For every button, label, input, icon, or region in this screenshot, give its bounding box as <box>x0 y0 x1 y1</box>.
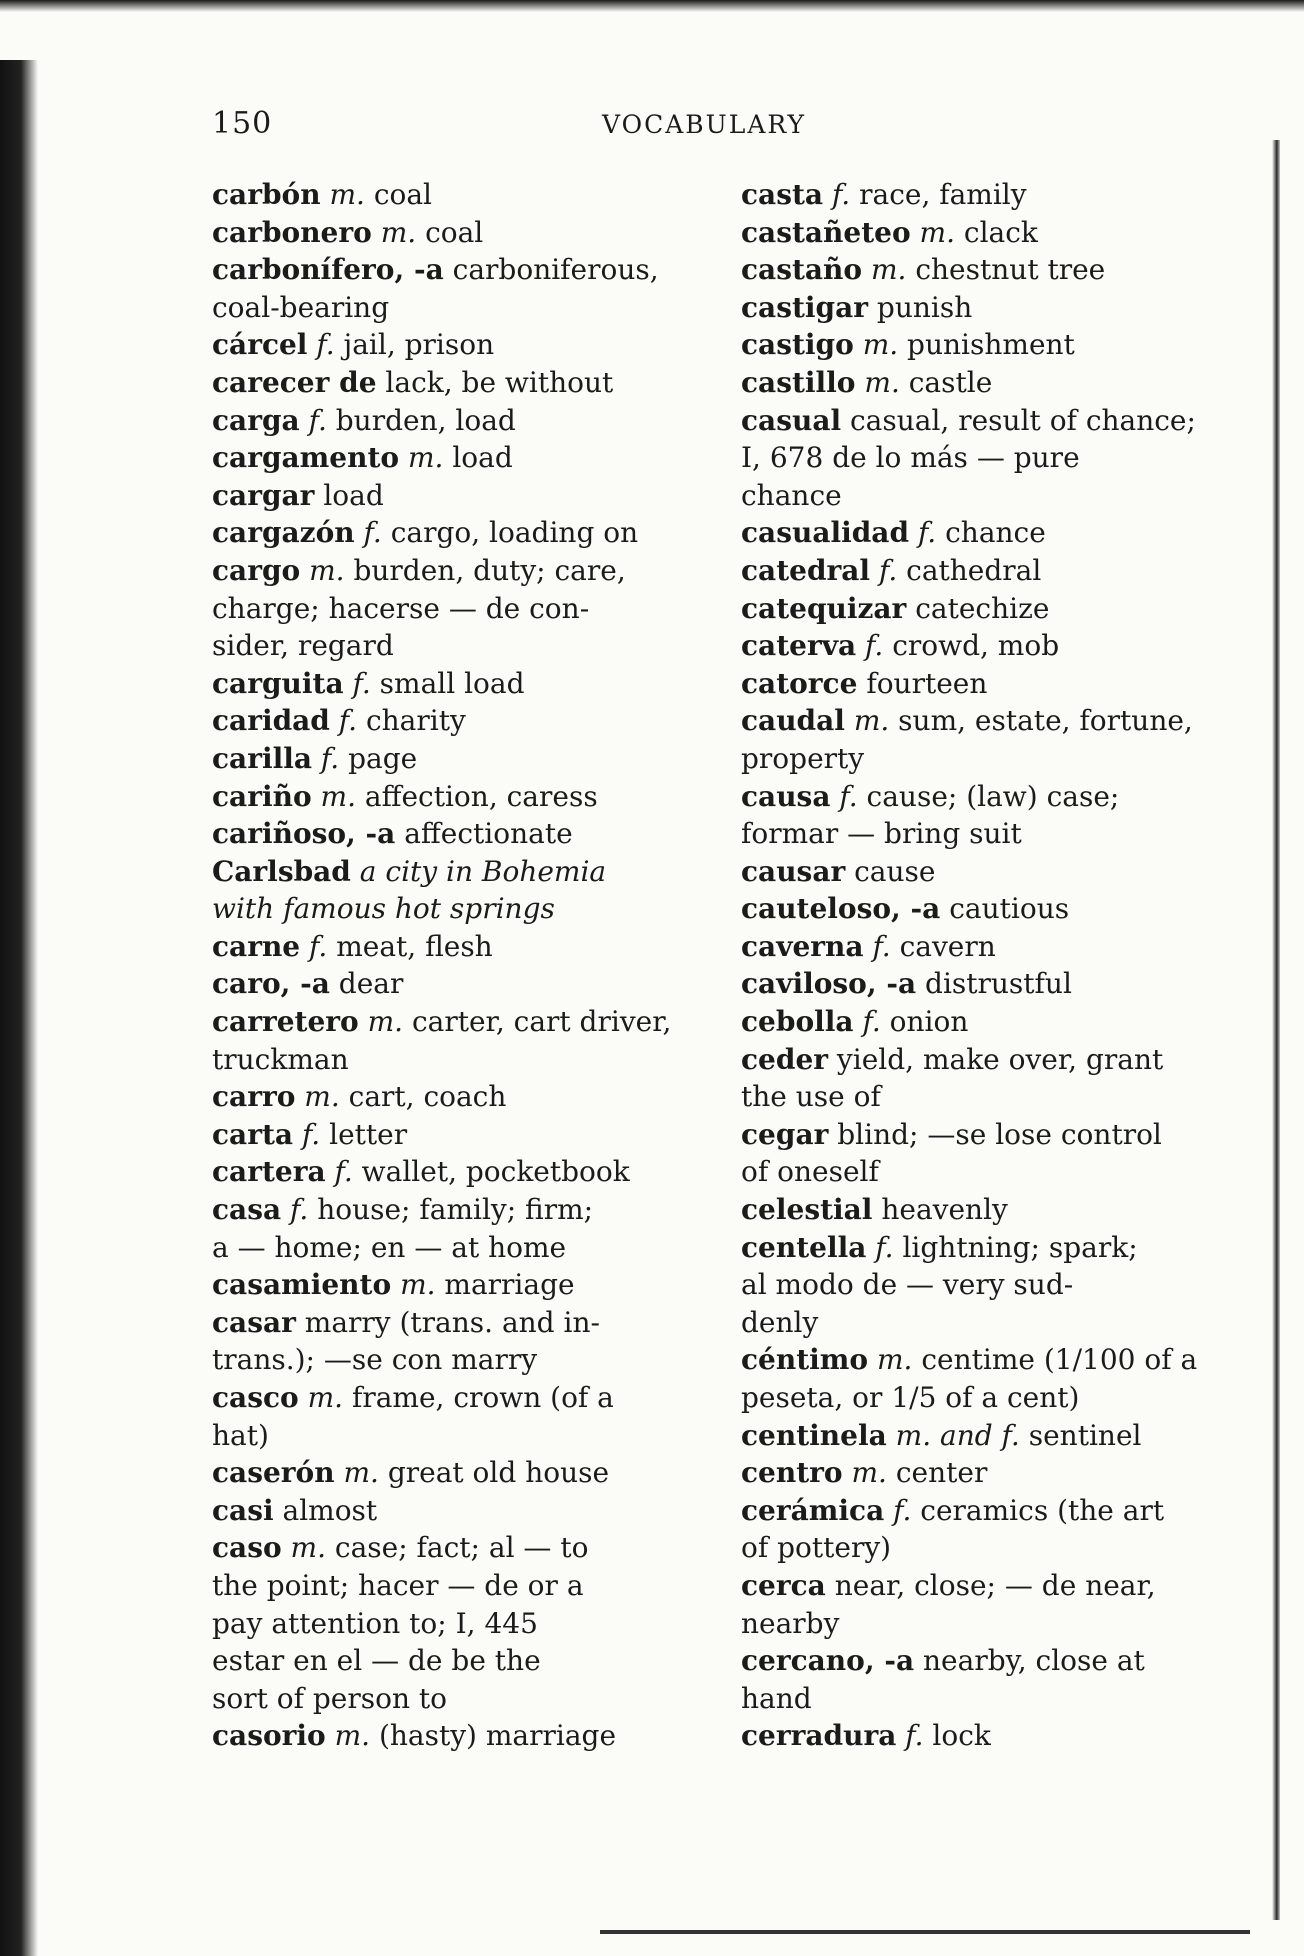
grammar-label: f. <box>309 929 328 963</box>
dictionary-entry-line <box>741 251 1221 289</box>
headword: casco <box>212 1381 299 1414</box>
headword: casi <box>212 1493 274 1527</box>
dictionary-entry-line <box>741 289 1221 327</box>
dictionary-entry-line <box>212 514 692 552</box>
dictionary-entry-line <box>212 1304 692 1342</box>
headword: cercano, -a <box>741 1644 915 1678</box>
definition: burden, load <box>335 403 516 437</box>
dictionary-entry-line <box>741 1153 1221 1191</box>
headword: causa <box>741 779 831 813</box>
headword: caviloso, -a <box>741 967 917 1001</box>
definition: meat, flesh <box>336 929 493 963</box>
definition: catechize <box>915 591 1050 625</box>
headword: catequizar <box>741 591 907 625</box>
definition: clack <box>963 215 1038 249</box>
definition: small load <box>379 666 525 700</box>
definition: cart, coach <box>348 1080 507 1114</box>
dictionary-entry-line <box>212 289 692 327</box>
headword: cerámica <box>741 1493 885 1527</box>
definition: the point; hacer — de or a <box>212 1568 584 1602</box>
definition: heavenly <box>881 1193 1008 1227</box>
definition: affectionate <box>404 817 573 851</box>
headword: cargar <box>212 478 315 512</box>
headword: carbonero <box>212 215 372 249</box>
dictionary-entry-line <box>741 552 1221 590</box>
dictionary-entry-line <box>212 1642 692 1680</box>
headword: casar <box>212 1305 296 1339</box>
definition: charge; hacerse — de con- <box>212 591 590 625</box>
headword: cárcel <box>212 328 308 362</box>
dictionary-entry-line <box>212 251 692 289</box>
headword: centella <box>741 1230 867 1264</box>
running-head: VOCABULARY <box>602 110 806 139</box>
headword: cegar <box>741 1117 829 1151</box>
definition: of oneself <box>741 1155 879 1189</box>
dictionary-entry-line <box>212 1116 692 1154</box>
headword: cerradura <box>741 1719 897 1753</box>
definition: carboniferous, <box>452 253 659 287</box>
grammar-label: f. <box>831 178 851 211</box>
dictionary-entry-line <box>212 1041 692 1079</box>
definition: truckman <box>212 1042 349 1076</box>
headword: caverna <box>741 929 864 963</box>
dictionary-entry-line <box>741 665 1221 703</box>
dictionary-entry-line <box>212 1153 692 1191</box>
definition: chestnut tree <box>915 253 1106 287</box>
definition: peseta, or 1/5 of a cent) <box>741 1381 1080 1414</box>
dictionary-entry-line <box>212 176 692 214</box>
headword: causar <box>741 854 846 888</box>
definition: fourteen <box>866 666 988 700</box>
headword: catedral <box>741 553 871 587</box>
dictionary-entry-line <box>212 928 692 966</box>
definition: denly <box>741 1305 819 1339</box>
definition: sentinel <box>1028 1418 1142 1452</box>
dictionary-entry-line <box>212 1379 692 1417</box>
definition: sider, regard <box>212 629 394 663</box>
grammar-label: m. <box>367 1005 404 1039</box>
headword: cariño <box>212 779 312 813</box>
headword: caso <box>212 1531 282 1565</box>
headword: cebolla <box>741 1005 854 1039</box>
dictionary-entry-line <box>212 1191 692 1229</box>
definition: marriage <box>444 1268 575 1302</box>
grammar-label: m. <box>380 215 417 249</box>
definition: cause; (law) case; <box>866 779 1120 813</box>
definition: case; fact; al — to <box>334 1531 589 1565</box>
headword: cauteloso, -a <box>741 892 941 926</box>
headword: cargazón <box>212 516 355 550</box>
dictionary-entry-line <box>741 815 1221 853</box>
grammar-label: m. <box>290 1531 326 1565</box>
dictionary-entry-line <box>212 1003 692 1041</box>
dictionary-entry-line <box>741 1304 1221 1342</box>
dictionary-entry-line <box>741 1680 1221 1718</box>
scan-edge-right <box>1272 140 1280 1920</box>
definition: al modo de — very sud- <box>741 1268 1074 1302</box>
definition: property <box>741 741 865 775</box>
grammar-label: m. <box>851 1456 887 1490</box>
dictionary-entry-line <box>741 1379 1221 1417</box>
headword: caterva <box>741 629 857 663</box>
headword: casa <box>212 1193 282 1227</box>
dictionary-entry-line <box>212 815 692 853</box>
headword: casorio <box>212 1719 326 1753</box>
definition: lock <box>932 1719 991 1753</box>
grammar-label: f. <box>865 629 884 663</box>
scan-edge-left <box>0 60 38 1956</box>
dictionary-entry-line <box>212 214 692 252</box>
definition: letter <box>329 1117 408 1151</box>
headword: castañeteo <box>741 215 911 249</box>
headword: catorce <box>741 666 858 700</box>
grammar-label: m. <box>870 253 907 287</box>
dictionary-entry-line <box>741 702 1221 740</box>
headword: carbonífero, -a <box>212 253 444 287</box>
headword: celestial <box>741 1193 873 1227</box>
headword: céntimo <box>741 1343 869 1377</box>
dictionary-entry-line <box>741 1567 1221 1605</box>
grammar-label: m. <box>862 328 899 362</box>
definition: center <box>895 1456 988 1490</box>
definition: chance <box>741 478 842 512</box>
grammar-label: m. <box>400 1268 436 1302</box>
headword: caro, -a <box>212 967 330 1001</box>
dictionary-entry-line <box>741 928 1221 966</box>
headword: casual <box>741 403 842 437</box>
dictionary-entry-line <box>741 778 1221 816</box>
dictionary-entry-line <box>741 1078 1221 1116</box>
definition: centime (1/100 of a <box>921 1343 1198 1377</box>
definition: hat) <box>212 1418 269 1452</box>
dictionary-entry-line <box>212 364 692 402</box>
definition: crowd, mob <box>892 629 1060 663</box>
definition: I, 678 de lo más — pure <box>741 441 1080 475</box>
dictionary-entry-line <box>212 1680 692 1718</box>
grammar-label: m. <box>853 704 890 738</box>
headword: Carlsbad <box>212 854 351 888</box>
dictionary-entry-line <box>741 1717 1221 1755</box>
definition: jail, prison <box>343 328 495 362</box>
dictionary-entry-line <box>212 1605 692 1643</box>
dictionary-entry-line <box>741 214 1221 252</box>
definition: almost <box>282 1493 378 1527</box>
dictionary-entry-line <box>741 1642 1221 1680</box>
definition: of pottery) <box>741 1531 892 1565</box>
grammar-label: m. and f. <box>895 1418 1020 1452</box>
definition: cargo, loading on <box>390 516 639 550</box>
grammar-label: m. <box>334 1719 371 1753</box>
definition: (hasty) marriage <box>378 1719 617 1753</box>
definition: cathedral <box>906 553 1042 587</box>
grammar-label: m. <box>307 1381 344 1414</box>
dictionary-entry-line <box>741 965 1221 1003</box>
definition: carter, cart driver, <box>411 1005 672 1039</box>
dictionary-entry-line <box>741 1116 1221 1154</box>
definition: sum, estate, fortune, <box>898 704 1193 738</box>
definition: cautious <box>949 892 1070 926</box>
definition: yield, make over, grant <box>836 1042 1164 1076</box>
grammar-label: f. <box>308 403 327 437</box>
dictionary-entry-line <box>212 402 692 440</box>
dictionary-entry-line <box>212 552 692 590</box>
definition: coal <box>425 215 484 249</box>
grammar-label: f. <box>290 1193 309 1227</box>
dictionary-entry-line <box>741 890 1221 928</box>
definition: affection, caress <box>364 779 598 813</box>
headword: carretero <box>212 1005 359 1039</box>
dictionary-entry-line <box>212 702 692 740</box>
definition: onion <box>889 1005 969 1039</box>
definition: burden, duty; care, <box>353 553 626 587</box>
definition: punishment <box>907 328 1075 362</box>
dictionary-entry-line <box>741 364 1221 402</box>
definition: estar en el — de be the <box>212 1644 541 1678</box>
dictionary-entry-line <box>741 853 1221 891</box>
dictionary-entry-line <box>741 477 1221 515</box>
dictionary-entry-line <box>212 890 692 928</box>
dictionary-entry-line <box>741 590 1221 628</box>
headword: carbón <box>212 178 321 211</box>
dictionary-entry-line <box>741 1529 1221 1567</box>
definition: sort of person to <box>212 1681 448 1715</box>
grammar-label: m. <box>304 1080 340 1114</box>
definition: blind; —se lose control <box>837 1117 1162 1151</box>
headword: caserón <box>212 1456 335 1490</box>
definition: nearby <box>741 1606 840 1640</box>
grammar-label: m. <box>329 178 365 211</box>
grammar-label: f. <box>893 1493 912 1527</box>
definition: wallet, pocketbook <box>361 1155 630 1189</box>
definition: the use of <box>741 1080 881 1114</box>
page-header <box>212 106 1212 146</box>
definition: punish <box>876 290 973 324</box>
grammar-label: f. <box>862 1005 881 1039</box>
grammar-label: f. <box>875 1230 894 1264</box>
scan-edge-top <box>0 0 1304 12</box>
definition: ceramics (the art <box>920 1493 1165 1527</box>
grammar-label: f. <box>316 328 335 362</box>
definition: nearby, close at <box>923 1644 1145 1678</box>
grammar-label: a city in Bohemia <box>359 854 607 888</box>
vocabulary-column-left <box>212 176 692 1755</box>
definition: coal <box>373 178 433 211</box>
dictionary-entry-line <box>741 1229 1221 1267</box>
headword: cerca <box>741 1568 826 1602</box>
dictionary-entry-line <box>212 1078 692 1116</box>
grammar-label: f. <box>352 666 371 700</box>
dictionary-entry-line <box>212 1454 692 1492</box>
dictionary-entry-line <box>212 853 692 891</box>
definition: lack, be without <box>385 365 614 399</box>
page-number: 150 <box>212 106 273 141</box>
dictionary-entry-line <box>212 477 692 515</box>
definition: castle <box>908 365 993 399</box>
grammar-label: f. <box>301 1117 321 1151</box>
definition: distrustful <box>925 967 1072 1001</box>
dictionary-entry-line <box>741 1041 1221 1079</box>
headword: castigar <box>741 290 868 324</box>
dictionary-entry-line <box>741 402 1221 440</box>
headword: carta <box>212 1117 294 1151</box>
dictionary-entry-line <box>212 1266 692 1304</box>
headword: carecer de <box>212 365 377 399</box>
headword: carga <box>212 403 300 437</box>
grammar-label: f. <box>878 553 898 587</box>
dictionary-entry-line <box>212 740 692 778</box>
headword: castillo <box>741 365 856 399</box>
dictionary-entry-line <box>212 778 692 816</box>
headword: casamiento <box>212 1268 392 1302</box>
dictionary-entry-line <box>212 439 692 477</box>
grammar-label: f. <box>917 516 937 550</box>
headword: caudal <box>741 704 845 738</box>
headword: caridad <box>212 704 330 738</box>
grammar-label: m. <box>877 1343 913 1377</box>
dictionary-entry-line <box>212 1492 692 1530</box>
dictionary-entry-line <box>741 740 1221 778</box>
dictionary-entry-line <box>212 590 692 628</box>
grammar-label: f. <box>363 516 382 550</box>
headword: castigo <box>741 328 854 362</box>
headword: carro <box>212 1080 296 1114</box>
dictionary-entry-line <box>741 1191 1221 1229</box>
definition: race, family <box>859 178 1027 211</box>
dictionary-entry-line <box>212 1567 692 1605</box>
definition: load <box>452 441 513 475</box>
definition: charity <box>365 704 466 738</box>
definition: cause <box>854 854 936 888</box>
definition: a — home; en — at home <box>212 1230 567 1264</box>
headword: casta <box>741 178 824 211</box>
grammar-label: f. <box>839 779 858 813</box>
dictionary-entry-line <box>212 665 692 703</box>
grammar-label: with famous hot springs <box>212 892 555 926</box>
headword: centro <box>741 1456 843 1490</box>
dictionary-entry-line <box>212 1529 692 1567</box>
definition: page <box>348 741 418 775</box>
dictionary-entry-line <box>212 326 692 364</box>
headword: cariñoso, -a <box>212 817 396 851</box>
dictionary-entry-line <box>741 326 1221 364</box>
grammar-label: m. <box>919 215 955 249</box>
dictionary-entry-line <box>212 1341 692 1379</box>
dictionary-entry-line <box>212 627 692 665</box>
dictionary-entry-line <box>741 1605 1221 1643</box>
headword: carguita <box>212 666 344 700</box>
definition: coal-bearing <box>212 290 390 324</box>
definition: dear <box>338 967 404 1001</box>
dictionary-entry-line <box>212 1417 692 1455</box>
definition: hand <box>741 1681 812 1715</box>
headword: cargamento <box>212 441 400 475</box>
dictionary-entry-line <box>741 439 1221 477</box>
dictionary-entry-line <box>741 1266 1221 1304</box>
dictionary-entry-line <box>212 965 692 1003</box>
definition: chance <box>945 516 1046 550</box>
headword: casualidad <box>741 516 910 550</box>
grammar-label: f. <box>334 1155 353 1189</box>
definition: trans.); —se con marry <box>212 1343 538 1377</box>
dictionary-entry-line <box>741 1454 1221 1492</box>
definition: formar — bring suit <box>741 817 1022 851</box>
dictionary-entry-line <box>741 1417 1221 1455</box>
grammar-label: f. <box>338 704 358 738</box>
grammar-label: f. <box>872 929 891 963</box>
headword: centinela <box>741 1418 887 1452</box>
headword: castaño <box>741 253 863 287</box>
dictionary-entry-line <box>212 1717 692 1755</box>
headword: ceder <box>741 1042 829 1076</box>
definition: marry (trans. and in- <box>304 1305 600 1339</box>
definition: casual, result of chance; <box>850 403 1196 437</box>
dictionary-entry-line <box>212 1229 692 1267</box>
definition: frame, crown (of a <box>351 1381 614 1414</box>
dictionary-entry-line <box>741 1492 1221 1530</box>
grammar-label: f. <box>905 1719 924 1753</box>
headword: cartera <box>212 1155 326 1189</box>
grammar-label: m. <box>309 553 345 587</box>
headword: cargo <box>212 553 301 587</box>
definition: great old house <box>387 1456 610 1490</box>
definition: load <box>323 478 384 512</box>
grammar-label: m. <box>343 1456 379 1490</box>
headword: carne <box>212 929 301 963</box>
dictionary-entry-line <box>741 1341 1221 1379</box>
grammar-label: m. <box>320 779 356 813</box>
vocabulary-column-right <box>741 176 1221 1755</box>
dictionary-entry-line <box>741 176 1221 214</box>
grammar-label: f. <box>320 741 340 775</box>
definition: near, close; — de near, <box>834 1568 1156 1602</box>
dictionary-entry-line <box>741 514 1221 552</box>
scan-edge-bottom <box>600 1930 1250 1934</box>
grammar-label: m. <box>864 365 900 399</box>
definition: cavern <box>899 929 996 963</box>
headword: carilla <box>212 741 312 775</box>
definition: house; family; firm; <box>317 1193 594 1227</box>
grammar-label: m. <box>407 441 444 475</box>
definition: lightning; spark; <box>902 1230 1138 1264</box>
dictionary-entry-line <box>741 627 1221 665</box>
dictionary-entry-line <box>741 1003 1221 1041</box>
definition: pay attention to; I, 445 <box>212 1606 538 1640</box>
